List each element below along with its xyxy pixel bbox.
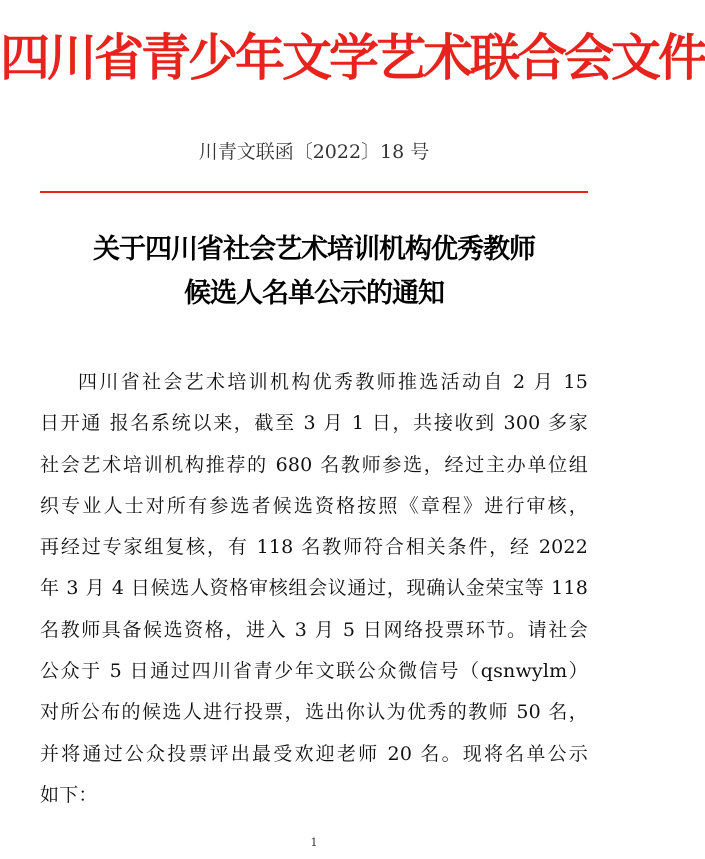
body-line: 社会艺术培训机构推荐的 680 名教师参选，经过主办单位组 bbox=[40, 453, 588, 476]
document-number: 川青文联函〔2022〕18 号 bbox=[198, 141, 430, 163]
notice-title-line-1: 关于四川省社会艺术培训机构优秀教师 bbox=[93, 234, 535, 265]
page-number: 1 bbox=[310, 836, 318, 849]
body-line: 日开通 报名系统以来，截至 3 月 1 日，共接收到 300 多家 bbox=[40, 412, 588, 435]
body-line: 名教师具备候选资格，进入 3 月 5 日网络投票环节。请社会 bbox=[40, 618, 588, 641]
body-line: 再经过专家组复核，有 118 名教师符合相关条件，经 2022 bbox=[40, 536, 588, 559]
notice-body bbox=[40, 362, 588, 816]
body-line: 四川省社会艺术培训机构优秀教师推选活动自 2 月 15 bbox=[78, 371, 588, 393]
body-line: 并将通过公众投票评出最受欢迎老师 20 名。现将名单公示 bbox=[40, 742, 588, 765]
body-line: 如下： bbox=[40, 783, 98, 806]
body-line: 对所公布的候选人进行投票，选出你认为优秀的教师 50 名， bbox=[40, 701, 588, 724]
document-masthead: 四川省青少年文学艺术联合会文件 bbox=[0, 29, 705, 87]
body-line: 织专业人士对所有参选者候选资格按照《章程》进行审核， bbox=[40, 494, 588, 517]
body-line: 公众于 5 日通过四川省青少年文联公众微信号（qsnwylm） bbox=[40, 660, 588, 683]
notice-title bbox=[40, 228, 588, 316]
notice-title-line-2: 候选人名单公示的通知 bbox=[184, 278, 444, 309]
header-divider bbox=[40, 191, 588, 193]
body-line: 年 3 月 4 日候选人资格审核组会议通过，现确认金荣宝等 118 bbox=[40, 577, 588, 600]
